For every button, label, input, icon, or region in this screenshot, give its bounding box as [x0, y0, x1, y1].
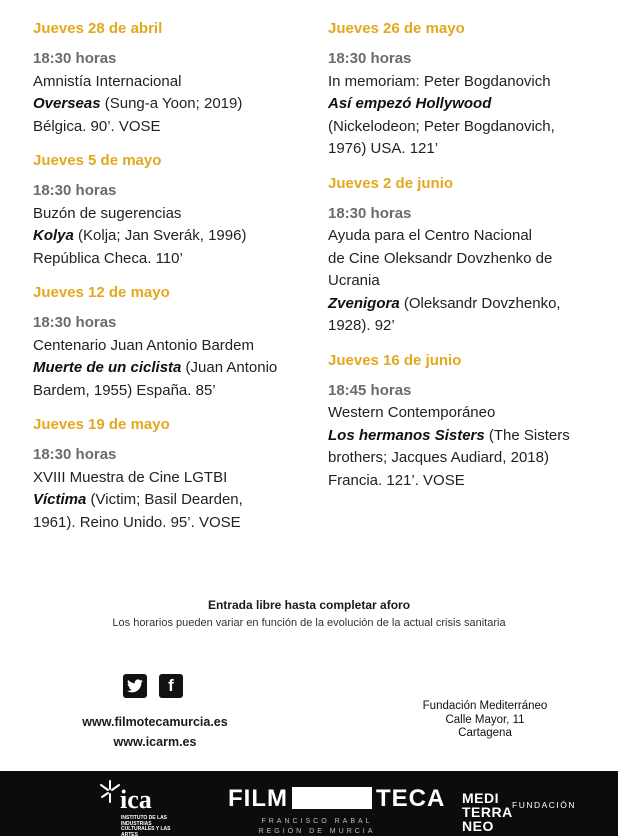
entrada-notice: Entrada libre hasta completar aforo: [207, 598, 411, 612]
film-info: (Sung-a Yoon; 2019): [100, 95, 243, 112]
filmoteca-sub-line: REGIÓN DE MURCIA: [258, 828, 376, 835]
film-title: Muerte de un ciclista: [33, 359, 182, 376]
event-extra: 1961). Reino Unido. 95’. VOSE: [33, 513, 241, 531]
filmoteca-block: [292, 787, 372, 809]
filmoteca-word-left: FILM: [228, 785, 288, 812]
address-line: Fundación Mediterráneo: [422, 700, 548, 712]
event-extra: Francia. 121’. VOSE: [328, 471, 465, 489]
event-cycle: XVIII Muestra de Cine LGTBI: [33, 468, 228, 486]
filmoteca-sub-line: FRANCISCO RABAL: [261, 818, 373, 825]
event-cycle: Amnistía Internacional: [33, 72, 182, 90]
film-title: Overseas: [33, 95, 101, 112]
event-time: 18:30 horas: [328, 204, 412, 222]
event-item: [33, 416, 323, 534]
event-date: Jueves 12 de mayo: [33, 284, 170, 301]
event-item: [328, 20, 603, 161]
event-extra: brothers; Jacques Audiard, 2018): [328, 449, 549, 466]
facebook-icon[interactable]: [159, 674, 183, 698]
fundacion-label: FUNDACIÓN: [512, 800, 577, 810]
film-info: (Victim; Basil Dearden,: [86, 491, 243, 508]
ica-star-icon: [98, 779, 122, 805]
address-line: Cartagena: [458, 727, 512, 739]
event-film-line: [328, 93, 603, 116]
event-date: Jueves 2 de junio: [328, 174, 454, 192]
event-extra: Bélgica. 90’. VOSE: [33, 117, 161, 135]
event-date: Jueves 26 de mayo: [328, 20, 465, 37]
film-info: (The Sisters: [484, 426, 570, 444]
event-cycle: Western Contemporáneo: [328, 404, 496, 421]
event-time: 18:30 horas: [328, 50, 412, 67]
event-film-line: [328, 425, 603, 448]
social-links: [123, 674, 183, 698]
event-film-line: [33, 489, 323, 512]
event-cycle: de Cine Oleksandr Dovzhenko de: [328, 249, 553, 267]
event-cycle: In memoriam: Peter Bogdanovich: [328, 72, 551, 90]
event-extra: (Nickelodeon; Peter Bogdanovich,: [328, 117, 555, 135]
event-date: Jueves 16 de junio: [328, 351, 462, 369]
facebook-glyph: f: [168, 676, 174, 695]
left-column: [33, 16, 323, 548]
event-time: 18:30 horas: [33, 446, 117, 463]
mediterraneo-line: TERRA: [462, 804, 513, 820]
event-date: Jueves 5 de mayo: [33, 152, 162, 169]
mediterraneo-line: MEDI: [462, 790, 499, 806]
filmoteca-subtitle: [252, 817, 382, 837]
event-time: 18:45 horas: [328, 381, 412, 399]
websites: [70, 712, 240, 752]
right-column: [328, 16, 603, 506]
event-item: [33, 152, 323, 270]
film-info: (Oleksandr Dovzhenko,: [399, 294, 561, 312]
film-info: (Kolja; Jan Sverák, 1996): [73, 227, 247, 244]
film-title: Zvenigora: [328, 294, 400, 312]
logo-bar: [0, 771, 618, 836]
address-line: Calle Mayor, 11: [445, 713, 525, 726]
event-date: Jueves 19 de mayo: [33, 416, 170, 433]
event-extra: Bardem, 1955) España. 85’: [33, 381, 216, 399]
event-extra: 1976) USA. 121’: [328, 140, 439, 157]
twitter-icon[interactable]: [123, 674, 147, 698]
event-film-line: [33, 225, 323, 248]
filmoteca-logo: [228, 785, 445, 813]
website-link-filmoteca[interactable]: www.filmotecamurcia.es: [82, 715, 228, 729]
event-item: [33, 20, 323, 138]
mediterraneo-logo: [462, 791, 513, 833]
website-link-icarm[interactable]: www.icarm.es: [113, 735, 197, 749]
event-film-line: [33, 93, 323, 116]
event-date: Jueves 28 de abril: [33, 20, 163, 37]
event-time: 18:30 horas: [33, 314, 117, 331]
event-film-line: [33, 357, 323, 380]
ica-wordmark: ica: [120, 785, 152, 814]
event-time: 18:30 horas: [33, 182, 117, 199]
film-title: Así empezó Hollywood: [328, 95, 492, 112]
event-item: [328, 352, 603, 493]
event-film-line: [328, 293, 603, 316]
event-time: 18:30 horas: [33, 50, 117, 67]
filmoteca-word-right: TECA: [375, 785, 446, 812]
mediterraneo-line: NEO: [462, 818, 494, 834]
event-cycle: Ucrania: [328, 272, 380, 289]
event-cycle: Ayuda para el Centro Nacional: [328, 227, 533, 244]
event-cycle: Centenario Juan Antonio Bardem: [33, 336, 254, 354]
film-title: Víctima: [33, 491, 87, 508]
venue-address: [410, 700, 560, 741]
film-title: Kolya: [33, 227, 74, 244]
event-extra: República Checa. 110’: [33, 249, 183, 267]
ica-logo: [98, 779, 171, 838]
film-title: Los hermanos Sisters: [328, 426, 485, 444]
horarios-notice: Los horarios pueden variar en función de la evolución de la actual crisis sanitaria: [112, 617, 506, 629]
event-item: [33, 284, 323, 402]
event-extra: 1928). 92’: [328, 317, 395, 334]
event-cycle: Buzón de sugerencias: [33, 204, 182, 222]
ica-subtitle: INSTITUTO DE LAS INDUSTRIAS CULTURALES Y LAS ARTES: [121, 815, 171, 838]
event-item: [328, 175, 603, 338]
film-info: (Juan Antonio: [181, 359, 278, 376]
